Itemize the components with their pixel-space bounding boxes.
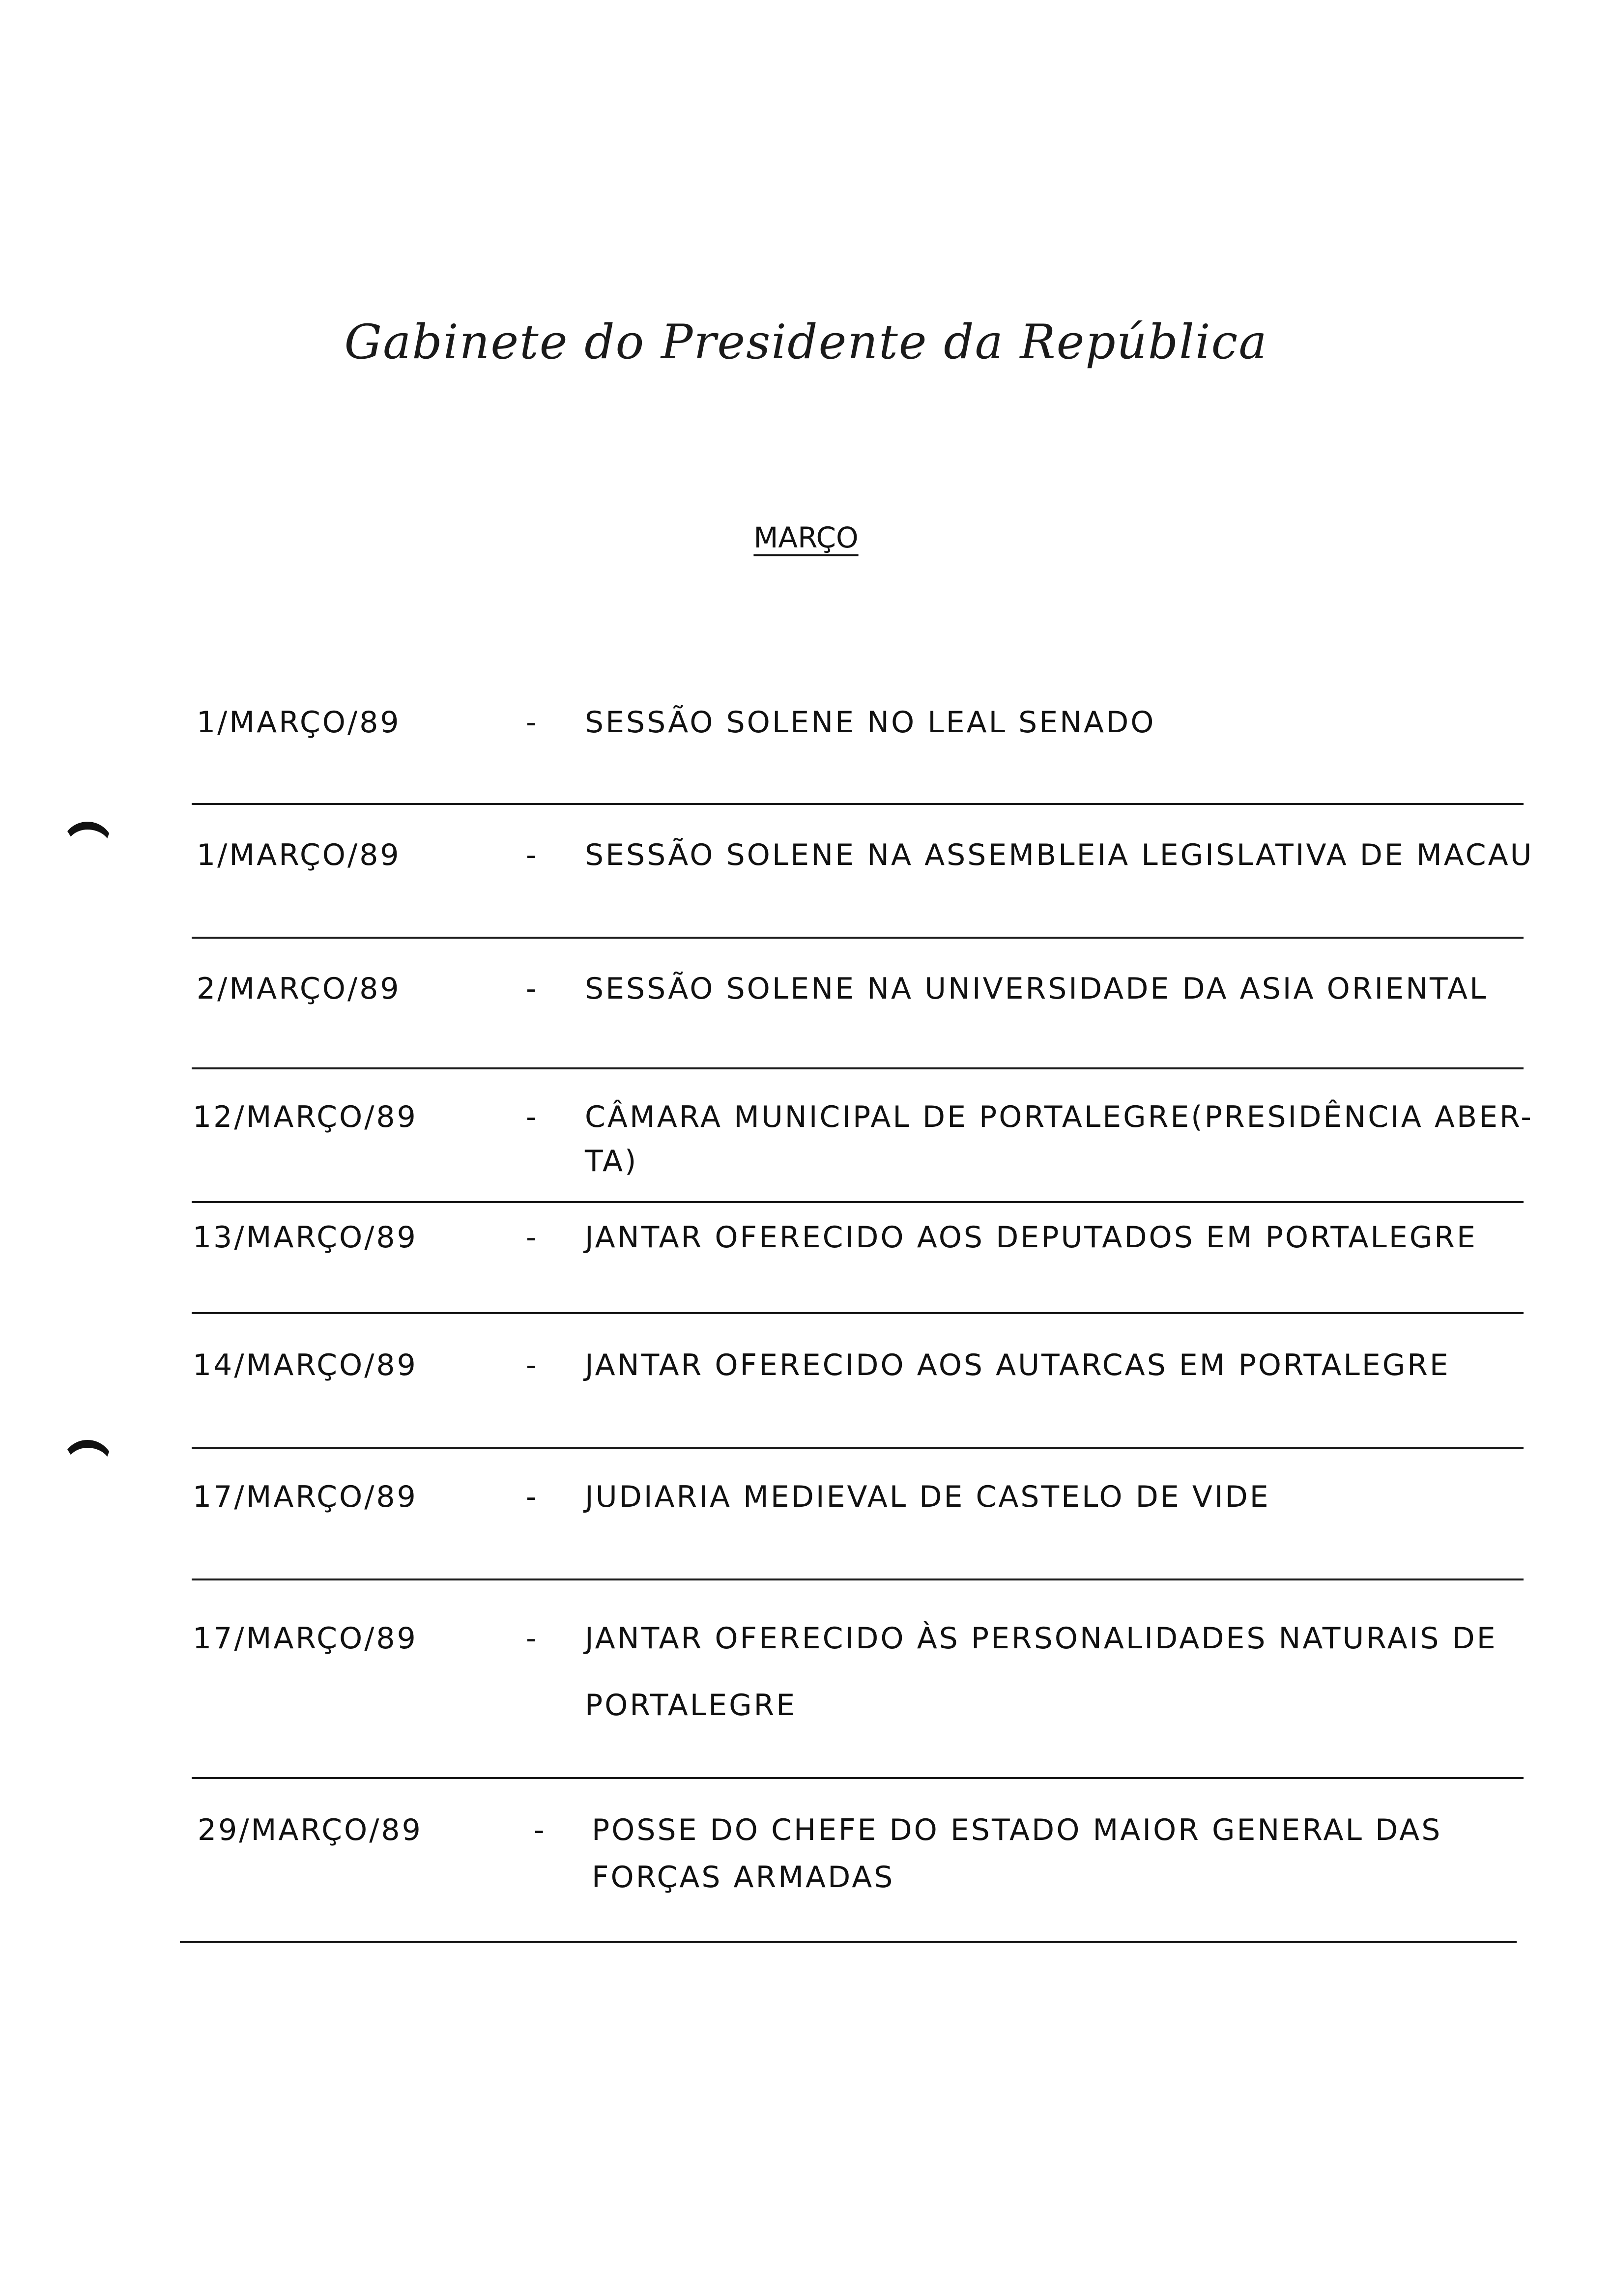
event-date: 13/MARÇO/89 xyxy=(193,1220,418,1255)
event-date: 1/MARÇO/89 xyxy=(197,705,401,740)
row-divider xyxy=(192,1447,1524,1449)
event-dash: - xyxy=(526,1220,539,1255)
event-dash: - xyxy=(526,972,539,1006)
row-divider xyxy=(192,937,1524,939)
event-date: 1/MARÇO/89 xyxy=(197,838,401,872)
row-divider xyxy=(192,1067,1524,1069)
event-dash: - xyxy=(526,1480,539,1514)
row-divider xyxy=(192,803,1524,805)
event-dash: - xyxy=(526,705,539,740)
punch-mark-top xyxy=(61,822,114,859)
event-date: 17/MARÇO/89 xyxy=(193,1621,418,1656)
row-divider xyxy=(192,1578,1524,1580)
event-description: SESSÃO SOLENE NO LEAL SENADO xyxy=(585,705,1156,740)
row-divider xyxy=(180,1941,1517,1943)
event-date: 17/MARÇO/89 xyxy=(193,1480,418,1514)
event-dash: - xyxy=(526,1621,539,1656)
event-description: CÂMARA MUNICIPAL DE PORTALEGRE(PRESIDÊNCIA ABER- TA) xyxy=(585,1100,1533,1178)
event-dash: - xyxy=(526,1100,539,1134)
event-description: JUDIARIA MEDIEVAL DE CASTELO DE VIDE xyxy=(585,1480,1270,1514)
event-description: SESSÃO SOLENE NA ASSEMBLEIA LEGISLATIVA DE MACAU xyxy=(585,838,1534,872)
row-divider xyxy=(192,1777,1524,1779)
event-description: JANTAR OFERECIDO AOS AUTARCAS EM PORTALEGRE xyxy=(585,1348,1450,1382)
event-description: JANTAR OFERECIDO AOS DEPUTADOS EM PORTALEGRE xyxy=(585,1220,1477,1255)
event-dash: - xyxy=(526,1348,539,1382)
row-divider xyxy=(192,1312,1524,1314)
letterhead: Gabinete do Presidente da República xyxy=(344,315,1268,370)
row-divider xyxy=(192,1201,1524,1203)
event-date: 29/MARÇO/89 xyxy=(198,1813,423,1847)
month-title: MARÇO xyxy=(753,521,859,554)
event-dash: - xyxy=(526,838,539,872)
event-description: JANTAR OFERECIDO ÀS PERSONALIDADES NATURAIS DE PORTALEGRE xyxy=(585,1621,1497,1722)
event-date: 2/MARÇO/89 xyxy=(197,972,401,1006)
event-description: POSSE DO CHEFE DO ESTADO MAIOR GENERAL DAS FORÇAS ARMADAS xyxy=(592,1813,1442,1894)
event-dash: - xyxy=(534,1813,547,1847)
event-description: SESSÃO SOLENE NA UNIVERSIDADE DA ASIA ORIENTAL xyxy=(585,972,1488,1006)
event-date: 14/MARÇO/89 xyxy=(193,1348,418,1382)
event-date: 12/MARÇO/89 xyxy=(193,1100,418,1134)
punch-mark-bottom xyxy=(61,1440,114,1477)
